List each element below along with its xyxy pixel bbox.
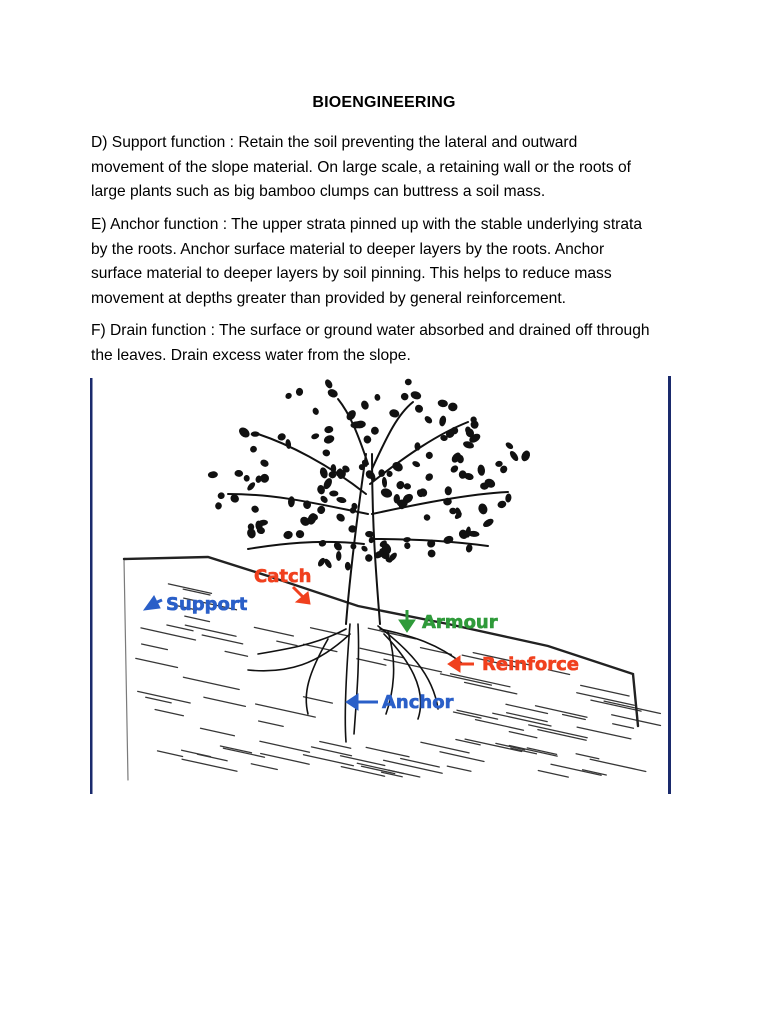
- leaf: [284, 392, 293, 401]
- leaf: [217, 492, 225, 500]
- reinforce-arrow: [448, 656, 474, 672]
- leaf: [246, 481, 257, 492]
- paragraph-support-function: [91, 131, 691, 205]
- soil-hatch-line: [136, 658, 178, 667]
- leaf: [379, 487, 393, 500]
- soil-hatch-line: [223, 748, 264, 757]
- soil-hatch-line: [576, 754, 599, 759]
- leaf: [234, 470, 243, 478]
- soil-hatch-line: [201, 728, 235, 736]
- leaf: [310, 432, 320, 440]
- label-anchor: Anchor: [382, 692, 454, 713]
- soil-hatch-line: [421, 742, 469, 753]
- leaf: [288, 496, 295, 507]
- label-reinforce: Reinforce: [482, 654, 580, 675]
- leaf: [382, 477, 388, 488]
- leaf: [404, 378, 412, 386]
- soil-hatch-line: [551, 764, 601, 775]
- soil-hatch-line: [465, 739, 522, 751]
- leaf: [323, 434, 336, 445]
- soil-hatch-line: [142, 644, 168, 650]
- soil-hatch-line: [538, 730, 586, 741]
- soil-hatch-line: [563, 715, 586, 720]
- slope-ground: [124, 557, 661, 780]
- leaf: [362, 434, 372, 444]
- leaf: [258, 472, 270, 484]
- soil-hatch-line: [613, 724, 634, 729]
- soil-hatch-line: [185, 616, 210, 622]
- text-line: F) Drain function : The surface or ground water absorbed and drained off through: [91, 322, 650, 339]
- leaf: [508, 450, 520, 463]
- soil-hatch-line: [506, 704, 548, 713]
- soil-hatch-line: [366, 747, 409, 756]
- text-line: E) Anchor function : The upper strata pinned up with the stable underlying strata: [91, 216, 643, 233]
- leaf: [364, 554, 373, 563]
- paragraph-anchor-function: [91, 213, 691, 311]
- leaf: [282, 530, 293, 540]
- soil-hatch-line: [357, 659, 386, 665]
- leaf: [437, 399, 448, 408]
- leaf: [296, 388, 304, 396]
- anchor-arrow: [346, 694, 378, 710]
- soil-hatch-line: [220, 746, 251, 753]
- leaf: [504, 441, 514, 450]
- soil-hatch-line: [440, 752, 484, 762]
- soil-hatch-line: [182, 759, 237, 771]
- text-line: movement of the slope material. On large scale, a retaining wall or the roots of: [91, 158, 631, 176]
- leaf: [425, 451, 434, 460]
- page-title: BIOENGINEERING: [312, 94, 456, 111]
- soil-hatch-line: [254, 627, 293, 636]
- leaf: [319, 494, 329, 504]
- soil-hatch-line: [155, 710, 183, 716]
- leaf: [497, 500, 508, 510]
- leaf: [423, 513, 431, 521]
- leaf: [250, 504, 260, 514]
- leaf: [324, 425, 334, 433]
- soil-hatch-line: [225, 651, 247, 656]
- soil-hatch-line: [604, 701, 660, 713]
- leaf: [215, 502, 223, 510]
- soil-hatch-line: [259, 721, 284, 726]
- leaf: [423, 415, 433, 425]
- text-line: D) Support function : Retain the soil preventing the lateral and outward: [91, 134, 578, 151]
- leaf: [424, 472, 435, 483]
- soil-hatch-line: [251, 764, 277, 770]
- leaf: [404, 483, 412, 490]
- leaf: [410, 390, 423, 401]
- leaf: [413, 403, 424, 414]
- frame-left-border: [90, 378, 93, 794]
- soil-hatch-line: [168, 584, 211, 594]
- leaf: [520, 449, 532, 463]
- leaf: [345, 562, 351, 571]
- leaf: [324, 378, 334, 390]
- soil-hatch-line: [304, 697, 333, 703]
- leaf: [336, 496, 347, 504]
- label-catch: Catch: [254, 566, 312, 587]
- soil-hatch-line: [260, 741, 310, 752]
- label-armour: Armour: [422, 612, 498, 633]
- soil-hatch-line: [198, 754, 228, 761]
- leaf: [404, 542, 412, 550]
- leaf: [319, 466, 329, 479]
- soil-hatch-line: [538, 771, 568, 778]
- leaf: [370, 426, 379, 435]
- leaf: [277, 432, 287, 441]
- support-arrow: [144, 596, 162, 610]
- leaf: [400, 392, 410, 402]
- armour-arrow: [399, 610, 415, 632]
- leaf: [329, 490, 338, 496]
- soil-hatch-line: [447, 766, 471, 771]
- soil-hatch-line: [261, 754, 310, 765]
- text-line: the leaves. Drain excess water from the slope.: [91, 346, 411, 364]
- leaf: [336, 551, 341, 561]
- soil-hatch-line: [441, 674, 492, 685]
- leaf: [237, 425, 252, 439]
- soil-hatch-line: [204, 697, 246, 706]
- leaf: [444, 486, 452, 496]
- soil-hatch-line: [183, 677, 239, 689]
- tree-roots-figure: [88, 374, 674, 796]
- frame-right-border: [668, 376, 671, 794]
- leaf: [208, 471, 219, 479]
- leaf: [318, 539, 327, 548]
- soil-hatch-line: [158, 751, 183, 757]
- leaf: [449, 464, 459, 474]
- soil-hatch-line: [312, 747, 352, 756]
- leaf: [360, 399, 370, 410]
- soil-hatch-line: [536, 706, 588, 717]
- soil-hatch-line: [493, 713, 551, 726]
- leaf: [477, 464, 486, 476]
- leaf: [246, 527, 257, 539]
- soil-hatch-line: [277, 641, 297, 646]
- soil-hatch-line: [590, 759, 646, 771]
- leaf: [442, 534, 454, 545]
- leaf: [411, 460, 421, 468]
- leaf: [374, 394, 381, 402]
- soil-hatch-line: [384, 659, 442, 672]
- tree-canopy: [208, 378, 532, 571]
- leaf: [249, 445, 258, 454]
- label-support: Support: [166, 594, 248, 615]
- text-line: large plants such as big bamboo clumps can buttress a soil mass.: [91, 183, 546, 200]
- leaf: [427, 549, 436, 558]
- leaf: [477, 502, 489, 515]
- leaf: [259, 458, 270, 468]
- leaf: [295, 529, 305, 539]
- leaf: [326, 388, 339, 399]
- leaf: [438, 415, 447, 427]
- soil-hatch-line: [465, 682, 517, 694]
- leaf: [482, 517, 495, 529]
- text-line: movement at depths greater than provided by general reinforcement.: [91, 289, 567, 307]
- leaf: [360, 545, 369, 553]
- leaf: [311, 407, 319, 416]
- paragraph-drain-function: [91, 319, 691, 368]
- soil-hatch-line: [509, 732, 537, 738]
- soil-hatch-line: [581, 685, 629, 696]
- leaf: [448, 402, 458, 411]
- leaf: [322, 449, 331, 458]
- soil-hatch-line: [476, 720, 524, 731]
- leaf: [243, 475, 250, 483]
- text-line: surface material to deeper layers by soil pinning. This helps to reduce mass: [91, 265, 612, 282]
- leaf: [335, 512, 347, 523]
- text-line: by the roots. Anchor surface material to deeper layers by the roots. Anchor: [91, 240, 605, 258]
- soil-hatch-line: [451, 674, 510, 687]
- leaf: [505, 493, 512, 503]
